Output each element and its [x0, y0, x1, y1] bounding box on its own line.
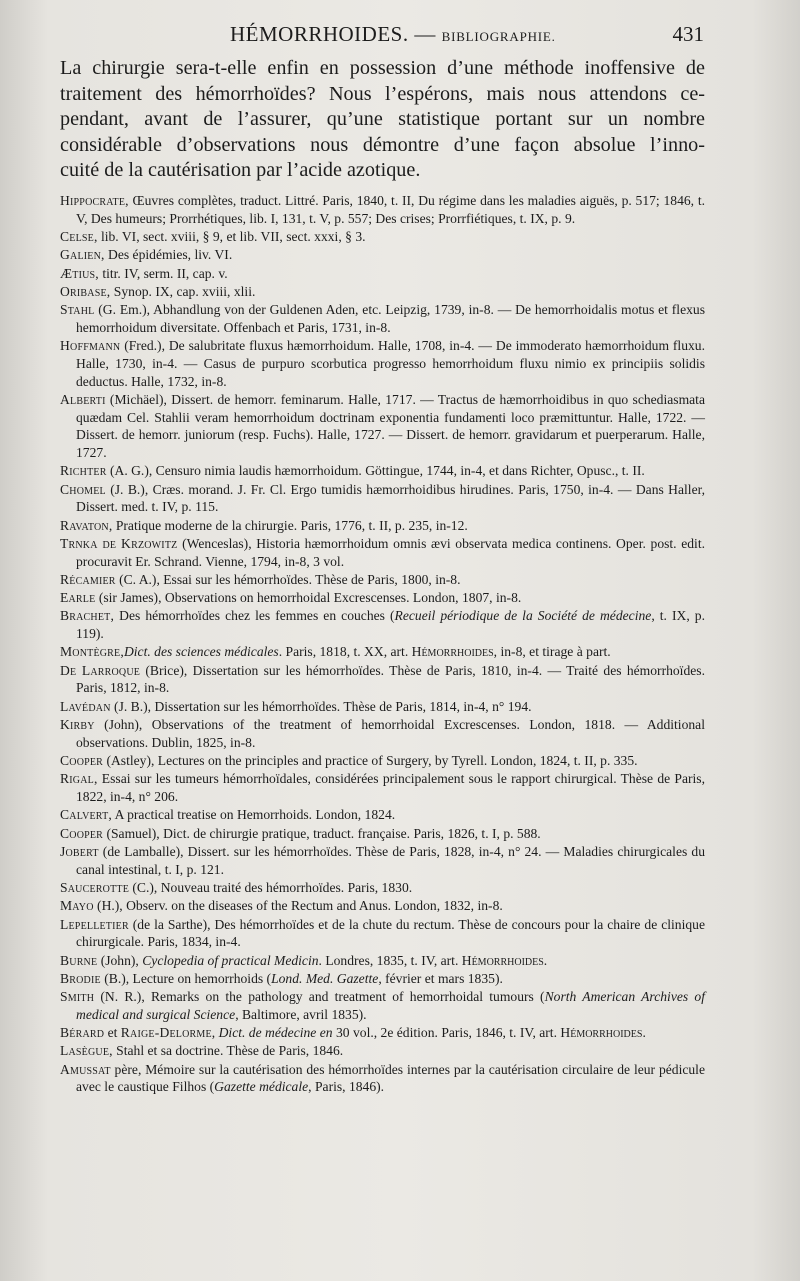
entry-text: (C.), Nouveau traité des hémorrhoïdes. Paris, 1830.	[129, 879, 413, 895]
entry-text: . Londres, 1835, t. IV, art.	[318, 952, 462, 968]
entry-author: Hoffmann	[60, 338, 121, 354]
entry-text: (J. B.), Dissertation sur les hémorrhoïdes. Thèse de Paris, 1814, in-4, n° 194.	[110, 698, 532, 714]
entry-text: (A. G.), Censuro nimia laudis hæmorrhoidum. Göttingue, 1744, in-4, et dans Richter, Opusc., t. II.	[106, 463, 645, 479]
entry-author: Stahl	[60, 302, 95, 318]
entry-text: (John),	[97, 952, 143, 968]
entry-text: (H.), Observ. on the diseases of the Rectum and Anus. London, 1832, in-8.	[93, 898, 503, 914]
entry-author: Trnka de Krzowitz	[60, 535, 178, 551]
entry-author: Bérard	[60, 1025, 105, 1041]
entry-text: (Wenceslas), Historia hæmorrhoidum omnis ævi observata medica continens. Oper. post. edit. procuravit Er. Schrand. Vienne, 1794, in-8, 3 vol.	[76, 535, 706, 569]
entry-author: Ravaton,	[60, 517, 113, 533]
entry-author: Celse,	[60, 229, 98, 244]
entry-text: , t. IX, p. 119).	[76, 608, 705, 642]
entry-text: . Paris, 1818, t. XX, art.	[278, 644, 412, 660]
entry-small-caps: Hémorrhoides	[461, 952, 544, 968]
page-number: 431	[672, 22, 704, 46]
bibliography-entry	[60, 301, 705, 336]
entry-author: Amussat	[60, 1061, 111, 1077]
bibliography-entry	[60, 897, 705, 915]
entry-text: (Astley), Lectures on the principles and practice of Surgery, by Tyrell. London, 1824, t. II, p. 335.	[103, 753, 638, 769]
entry-text: , février et mars 1835).	[378, 970, 503, 986]
bibliography-entry	[60, 589, 705, 607]
entry-author: Rigal,	[60, 771, 98, 787]
bibliography-entry	[60, 752, 705, 770]
bibliography-entry	[60, 879, 705, 897]
bibliography-entry	[60, 462, 705, 480]
entry-author: Montègre,	[60, 644, 124, 660]
bibliography-entry	[60, 337, 705, 390]
entry-text: (sir James), Observations on hemorrhoidal Excrescenses. London, 1807, in-8.	[95, 590, 522, 606]
entry-text: (G. Em.), Abhandlung von der Guldenen Aden, etc. Leipzig, 1739, in-8. — De hemorrhoidalis motus et flexus hemorrhoidum diversitate. Offenbach et Paris, 1731, in-8.	[76, 302, 705, 335]
entry-author: Ætius,	[60, 265, 99, 281]
entry-author: Oribase,	[60, 283, 111, 299]
entry-text: (Samuel), Dict. de chirurgie pratique, traduct. française. Paris, 1826, t. I, p. 588.	[103, 825, 541, 841]
bibliography-entry	[60, 283, 705, 301]
bibliography-entry	[60, 988, 705, 1023]
bibliography-list	[60, 192, 705, 1097]
entry-text: (de Lamballe), Dissert. sur les hémorrhoïdes. Thèse de Paris, 1828, in-4, n° 24. — Maladies chirurgicales du canal intestinal, t. I, p. 121.	[76, 843, 705, 877]
header-subtitle: BIBLIOGRAPHIE.	[441, 29, 556, 44]
entry-author: Mayo	[60, 898, 94, 914]
intro-line: La chirurgie sera-t-elle enfin en possession d’une méthode inoffensive de	[60, 57, 705, 79]
intro-line: cuité de la cautérisation par l’acide azotique.	[60, 159, 421, 182]
bibliography-entry	[60, 825, 705, 843]
bibliography-entry	[60, 643, 705, 661]
entry-author: Récamier	[60, 571, 116, 587]
entry-text: Des épidémies, liv. VI.	[104, 247, 233, 263]
entry-author: Smith	[60, 989, 95, 1005]
entry-author: Jobert	[60, 843, 99, 859]
bibliography-entry	[60, 517, 705, 535]
entry-italic-title: Cyclopedia of practical Medicin	[142, 952, 319, 968]
entry-text: (N. R.), Remarks on the pathology and treatment of hemorrhoidal tumours (	[94, 989, 545, 1005]
bibliography-entry	[60, 698, 705, 716]
bibliography-entry	[60, 391, 705, 462]
entry-text: titr. IV, serm. II, cap. v.	[98, 265, 228, 281]
entry-author: Brachet,	[60, 608, 115, 624]
bibliography-entry	[60, 607, 705, 642]
intro-line: considérable d’observations nous démontre d’une façon absolue l’inno-	[60, 133, 705, 156]
entry-italic-title: Recueil périodique de la Société de médecine	[394, 608, 652, 624]
entry-text: (de la Sarthe), Des hémorrhoïdes et de la chute du rectum. Thèse de concours pour la chaire de clinique chirurgicale. Paris, 1834, in-4.	[76, 916, 705, 950]
entry-text: Œuvres complètes, traduct. Littré. Paris, 1840, t. II, Du régime dans les maladies aiguës, p. 517; 1846, t. V, Des humeurs; Prorrhétiques, lib. I, 131, t. V, p. 557; Des crises; Prorrfiétiques, t. IX, p. 9.	[76, 193, 705, 226]
bibliography-entry	[60, 571, 705, 589]
entry-italic-title: Lond. Med. Gazette	[271, 970, 379, 986]
bibliography-entry	[60, 843, 705, 878]
entry-text: , Paris, 1846).	[308, 1079, 385, 1095]
bibliography-entry	[60, 228, 705, 246]
bibliography-entry	[60, 1042, 705, 1060]
entry-text: (Michäel), Dissert. de hemorr. feminarum. Halle, 1717. — Tractus de hæmorrhoidibus in quo schediasmata quædam Cel. Stahlii veram hemorrhoidum doctrinam exponentia fundamenti loco præmittuntur. Halle, 1722. — Dissert. de hemorr. juniorum (resp. Fuchs). Halle, 1727. — Dissert. de hemorr. gravidarum et puerperarum. Halle, 1727.	[76, 391, 705, 460]
entry-text: Stahl et sa doctrine. Thèse de Paris, 1846.	[112, 1043, 344, 1059]
entry-italic-title: North American Archives of medical and surgical Science	[76, 989, 705, 1022]
entry-author: Earle	[60, 590, 96, 606]
bibliography-entry	[60, 192, 705, 227]
entry-author: Hippocrate,	[60, 193, 129, 208]
bibliography-entry	[60, 952, 705, 970]
intro-paragraph	[60, 56, 705, 184]
entry-text: et	[104, 1025, 121, 1041]
entry-small-caps: Hémorrhoides	[560, 1025, 643, 1041]
entry-text: (John), Observations of the treatment of hemorrhoidal Excrescenses. London, 1818. — Additional observations. Dublin, 1825, in-8.	[76, 717, 705, 750]
bibliography-entry	[60, 246, 705, 264]
bibliography-entry	[60, 265, 705, 283]
entry-author: Kirby	[60, 717, 95, 733]
entry-text: père, Mémoire sur la cautérisation des hémorrhoïdes internes par la cautérisation circulaire de leur pédicule avec le caustique Filhos (	[76, 1061, 705, 1095]
entry-author: Raige-Delorme	[120, 1025, 212, 1041]
header-title: HÉMORRHOIDES.	[230, 22, 409, 46]
entry-italic-title: Dict. des sciences médicales	[123, 644, 279, 660]
entry-text: (C. A.), Essai sur les hémorrhoïdes. Thèse de Paris, 1800, in-8.	[115, 571, 461, 587]
intro-line: traitement des hémorrhoïdes? Nous l’espérons, mais nous attendons ce-	[60, 82, 705, 105]
intro-line: pendant, avant de l’assurer, qu’une statistique portant sur un nombre	[60, 108, 705, 131]
bibliography-entry	[60, 1061, 705, 1096]
running-header	[60, 22, 704, 46]
entry-author: Richter	[60, 463, 107, 479]
entry-text: (J. B.), Cræs. morand. J. Fr. Cl. Ergo tumidis hæmorrhoidibus hirudines. Paris, 1750, in-4. — Dans Haller, Dissert. med. t. IV, p. 115.	[76, 481, 705, 515]
bibliography-entry	[60, 970, 705, 988]
entry-author: Lepelletier	[60, 916, 129, 932]
entry-text: lib. VI, sect. xviii, § 9, et lib. VII, sect. xxxi, § 3.	[97, 229, 366, 244]
entry-text: Synop. IX, cap. xviii, xlii.	[110, 283, 256, 299]
entry-author: Lasègue,	[60, 1043, 113, 1059]
entry-small-caps: Hémorrhoides	[411, 644, 494, 660]
header-separator: —	[414, 22, 436, 46]
entry-author: De Larroque	[60, 662, 141, 678]
entry-author: Calvert,	[60, 807, 112, 823]
entry-text: , Baltimore, avril 1835).	[235, 1006, 367, 1022]
entry-text: (Brice), Dissertation sur les hémorrhoïdes. Thèse de Paris, 1810, in-4. — Traité des hémorrhoïdes. Paris, 1812, in-8.	[76, 662, 705, 696]
bibliography-entry	[60, 770, 705, 805]
entry-text: Pratique moderne de la chirurgie. Paris, 1776, t. II, p. 235, in-12.	[112, 517, 468, 533]
entry-text: 30 vol., 2e édition. Paris, 1846, t. IV, art.	[332, 1025, 561, 1041]
bibliography-entry	[60, 481, 705, 516]
entry-text: .	[543, 952, 548, 968]
entry-author: Galien,	[60, 247, 105, 263]
bibliography-entry	[60, 535, 705, 570]
bibliography-entry	[60, 916, 705, 951]
entry-text: .	[642, 1025, 646, 1041]
entry-author: Burne	[60, 952, 98, 968]
entry-text: (Fred.), De salubritate fluxus hæmorrhoidum. Halle, 1708, in-4. — De immoderato hæmorrhoidum fluxu. Halle, 1730, in-4. — Casus de purpuro scorbutica progresso hemorrhoidum fluxu nimio ex principiis solidis deductus. Halle, 1732, in-8.	[76, 338, 705, 389]
bibliography-entry	[60, 806, 705, 824]
entry-author: Chomel	[60, 481, 106, 497]
running-title	[230, 22, 556, 47]
entry-italic-title: Dict. de médecine en	[218, 1025, 333, 1041]
entry-text: Des hémorrhoïdes chez les femmes en couches (	[114, 608, 395, 624]
entry-author: Saucerotte	[60, 879, 129, 895]
entry-text: , in-8, et tirage à part.	[493, 644, 611, 660]
entry-author: Alberti	[60, 391, 106, 407]
bibliography-entry	[60, 1024, 705, 1042]
entry-text: ,	[211, 1025, 219, 1041]
entry-text: (B.), Lecture on hemorrhoids (	[100, 970, 272, 986]
entry-author: Brodie	[60, 970, 101, 986]
bibliography-entry	[60, 716, 705, 751]
entry-italic-title: Gazette médicale	[214, 1079, 309, 1095]
entry-author: Cooper	[60, 753, 104, 769]
bibliography-entry	[60, 662, 705, 697]
entry-text: Essai sur les tumeurs hémorrhoïdales, considérées principalement sous le rapport chirurgical. Thèse de Paris, 1822, in-4, n° 206.	[76, 771, 705, 805]
entry-author: Cooper	[60, 825, 104, 841]
entry-text: A practical treatise on Hemorrhoids. London, 1824.	[112, 807, 396, 823]
entry-author: Lavédan	[60, 698, 111, 714]
